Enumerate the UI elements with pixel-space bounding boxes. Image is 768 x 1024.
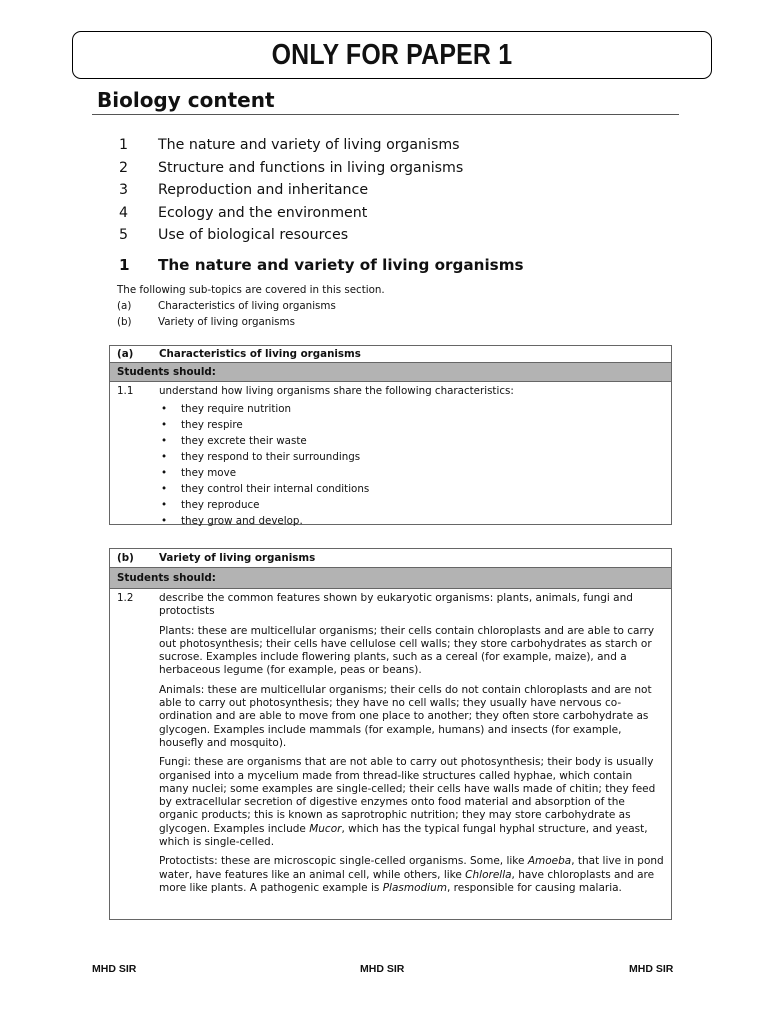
intro-lead: The following sub-topics are covered in this section.: [117, 284, 385, 296]
list-item: • they respire: [161, 419, 243, 431]
topic-item: 3 Reproduction and inheritance: [119, 182, 369, 198]
list-item: • they reproduce: [161, 499, 260, 511]
topic-item: 2 Structure and functions in living organisms: [119, 159, 464, 176]
characteristics-table: [109, 345, 672, 525]
table-row: [110, 589, 671, 901]
page-title: Biology content: [97, 88, 275, 112]
topic-item: 1 The nature and variety of living organisms: [119, 137, 460, 153]
students-should-header: Students should:: [110, 568, 671, 589]
students-should-header: Students should:: [110, 363, 671, 382]
footer-left: MHD SIR: [92, 963, 137, 975]
footer-right: MHD SIR: [629, 963, 674, 975]
intro-item: (a) Characteristics of living organisms: [117, 300, 336, 312]
bullet-icon: •: [161, 483, 168, 495]
intro-item: (b) Variety of living organisms: [117, 316, 295, 328]
plants-paragraph: Plants: these are multicellular organisms; their cells contain chloroplasts and are able to carry out photosynthesis; their cells have cellulose cell walls; they store carbohydrates as starch or sucrose. Examples include flowering plants, such as a cereal (for example, maize), and a herbaceous legume (for example, peas or beans).: [159, 624, 655, 677]
bullet-icon: •: [161, 515, 168, 527]
bullet-icon: •: [161, 403, 168, 415]
bullet-icon: •: [161, 419, 168, 431]
table-title: (a) Characteristics of living organisms: [110, 346, 671, 363]
protoctists-paragraph: Protoctists: these are microscopic single-celled organisms. Some, like Amoeba, that live in pond water, have features like an animal cell, while others, like Chlorella, have chloroplasts and are more like plants. A pathogenic example is Plasmodium, responsible for causing malaria.: [159, 855, 664, 894]
animals-paragraph: Animals: these are multicellular organisms; their cells do not contain chloroplasts and are not able to carry out photosynthesis; they have no cell walls; they usually have nervous co-ordination and are able to move from one place to another; they often store carbohydrate as glycogen. Examples include mammals (for example, humans) and insects (for example, housefly and mosquito).: [159, 683, 652, 749]
characteristics-list: [159, 401, 665, 529]
spec-statement: understand how living organisms share the following characteristics:: [159, 385, 514, 397]
topic-item: 5 Use of biological resources: [119, 227, 349, 243]
bullet-icon: •: [161, 499, 168, 511]
variety-table: [109, 548, 672, 920]
spec-code: 1.1: [117, 385, 134, 397]
section-intro: [117, 282, 385, 330]
spec-code: 1.2: [117, 592, 134, 604]
spec-statement: describe the common features shown by eukaryotic organisms: plants, animals, fungi and protoctists: [159, 592, 633, 618]
banner-text: ONLY FOR PAPER 1: [271, 38, 513, 71]
topic-list: [119, 137, 463, 250]
list-item: • they excrete their waste: [161, 435, 307, 447]
table-row: [110, 382, 671, 529]
list-item: • they grow and develop.: [161, 515, 303, 527]
footer-center: MHD SIR: [360, 963, 405, 975]
list-item: • they move: [161, 467, 237, 479]
bullet-icon: •: [161, 467, 168, 479]
topic-item: 4 Ecology and the environment: [119, 204, 368, 221]
fungi-paragraph: Fungi: these are organisms that are not able to carry out photosynthesis; their body is usually organised into a mycelium made from thread-like structures called hyphae, which contain many nuclei; some examples are single-celled; their cells have walls made of chitin; they feed by extracellular secretion of digestive enzymes onto food material and absorption of the organic products; this is known as saprotrophic nutrition; they may store carbohydrate as glycogen. Examples include Mucor, which has the typical fungal hyphal structure, and yeast, which is single-celled.: [159, 756, 656, 849]
paper-banner: [72, 31, 712, 79]
bullet-icon: •: [161, 435, 168, 447]
section-title: 1 The nature and variety of living organisms: [119, 256, 524, 274]
list-item: • they control their internal conditions: [161, 483, 370, 495]
heading-rule: [92, 114, 679, 115]
list-item: • they require nutrition: [161, 403, 292, 415]
table-title: (b) Variety of living organisms: [110, 549, 671, 568]
list-item: • they respond to their surroundings: [161, 451, 361, 463]
bullet-icon: •: [161, 451, 168, 463]
